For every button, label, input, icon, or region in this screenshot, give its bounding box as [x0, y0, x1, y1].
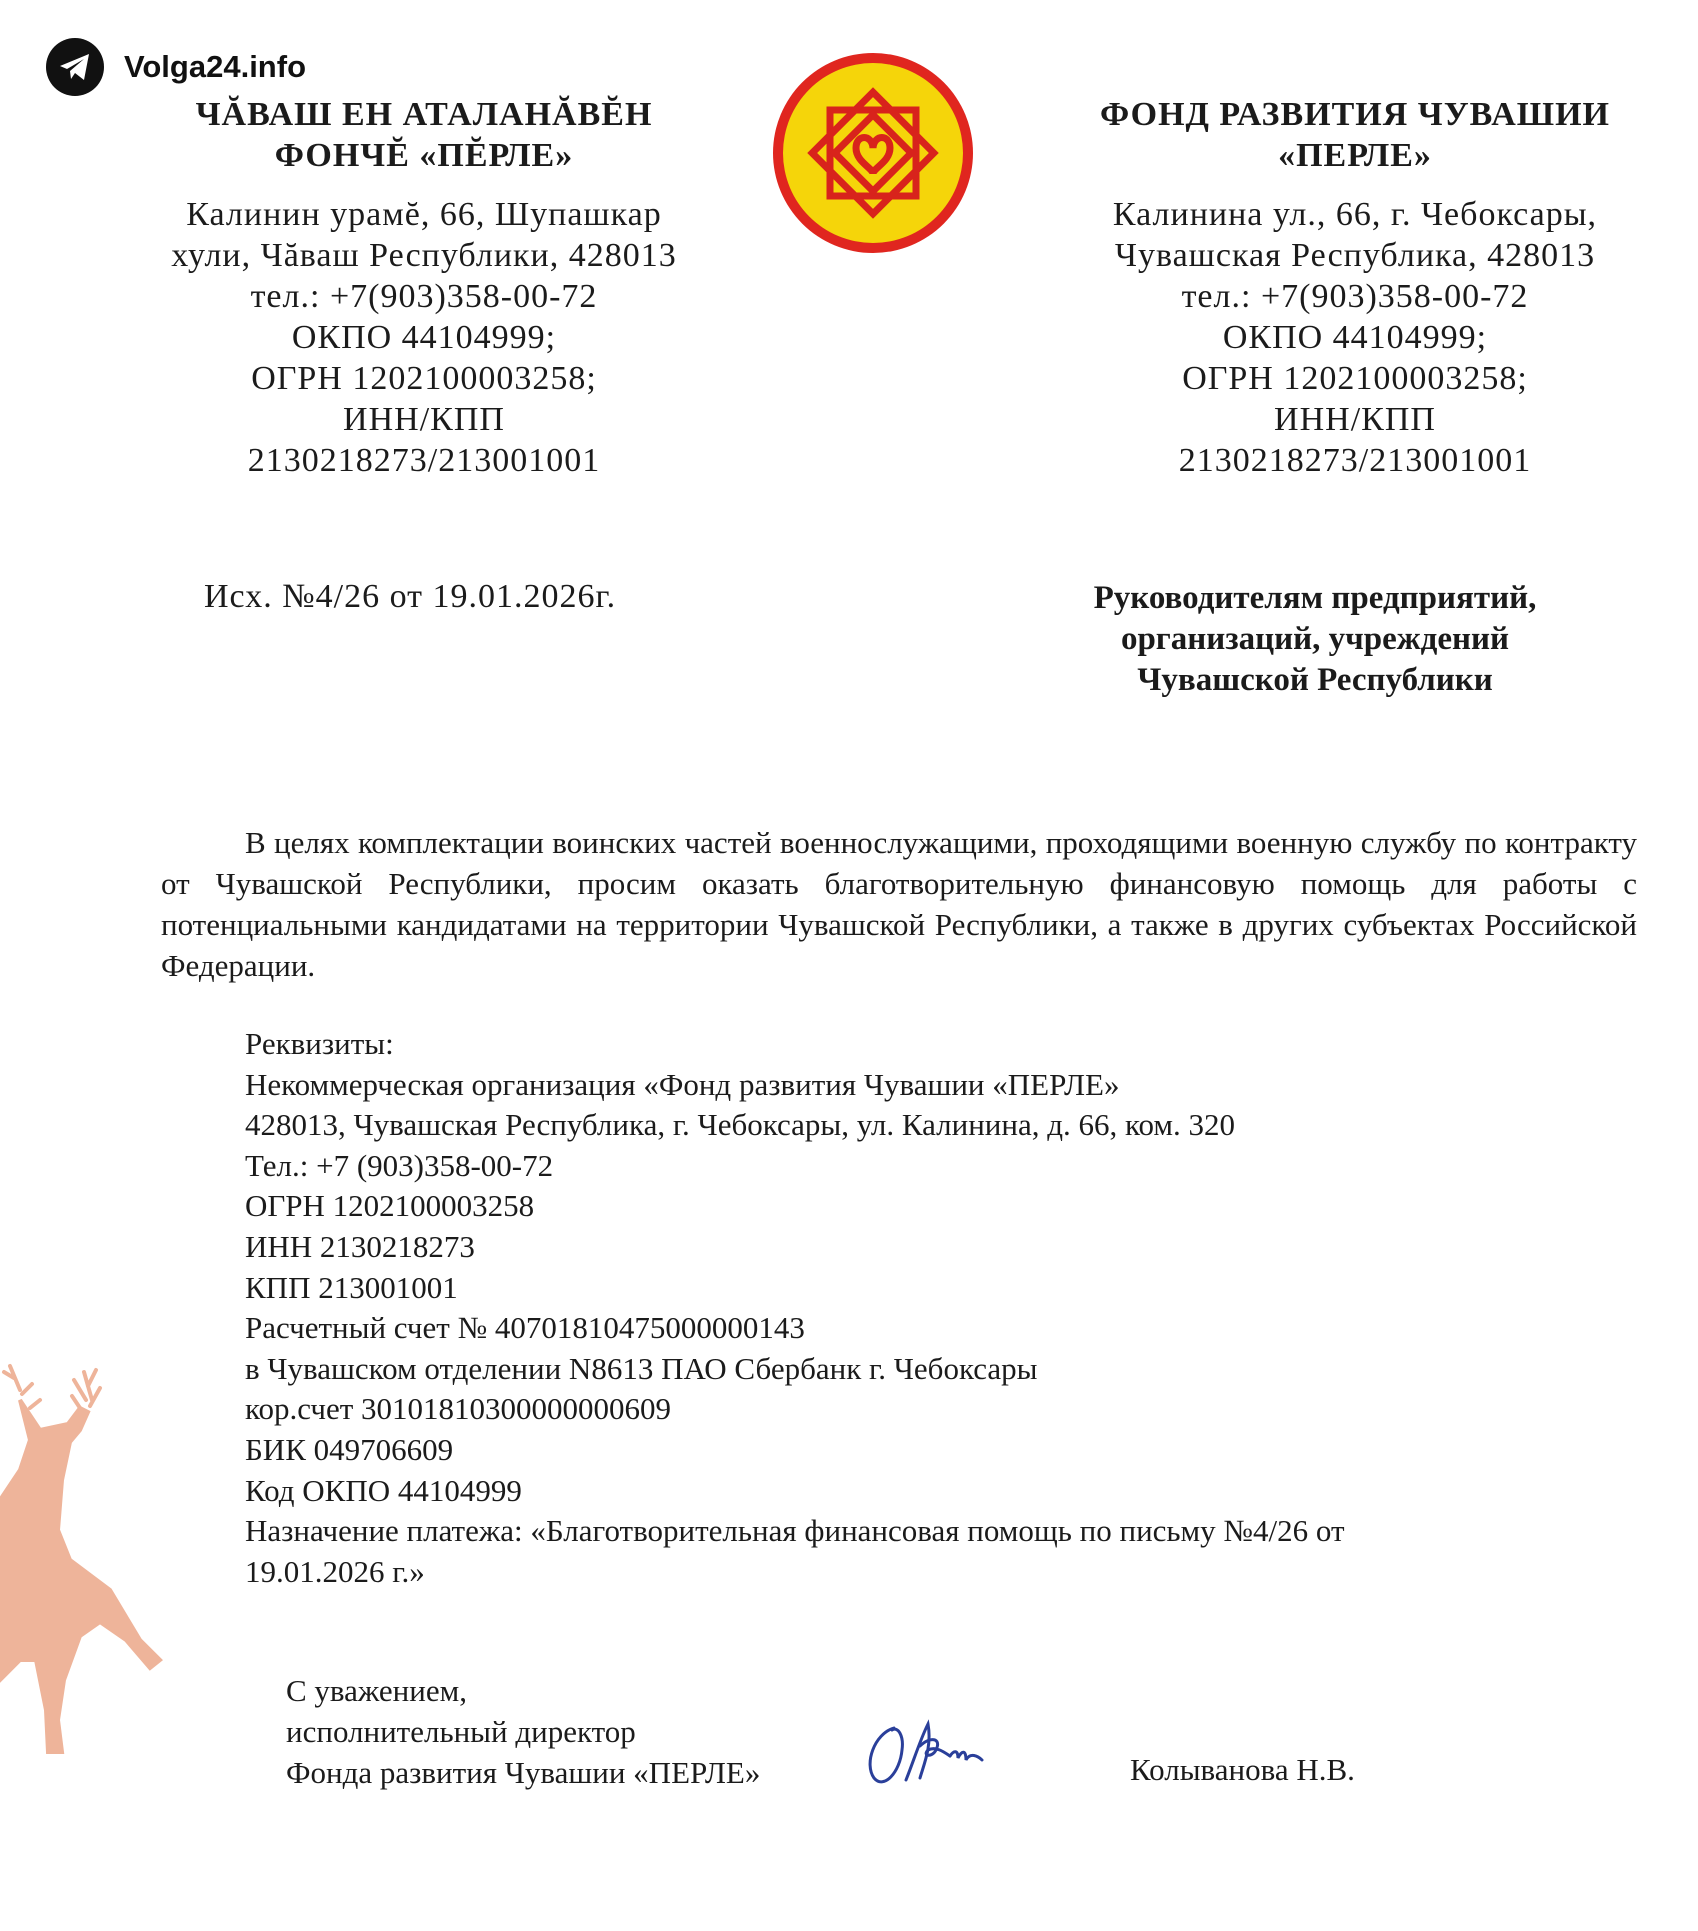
header-left-address-line: хули, Чăваш Республики, 428013: [171, 237, 677, 274]
handwritten-signature: [862, 1716, 1002, 1796]
addressee-line: организаций, учреждений: [1120, 621, 1510, 657]
header-left-title: [104, 94, 744, 176]
header-right-title-line: «ПЕРЛЕ»: [1278, 137, 1432, 174]
header-right-address-line: Чувашская Республика, 428013: [1114, 237, 1596, 274]
requisites-line: Расчетный счет № 40701810475000000143: [245, 1310, 805, 1346]
closing-line: С уважением,: [286, 1673, 467, 1708]
header-right: [1045, 94, 1665, 481]
header-right-address-line: 2130218273/213001001: [1178, 442, 1532, 479]
header-left-address-line: ОГРН 1202100003258;: [251, 360, 597, 397]
watermark: [46, 38, 306, 96]
closing-block: [286, 1670, 760, 1793]
header-left-address-line: ИНН/КПП: [343, 401, 505, 438]
requisites-line: ИНН 2130218273: [245, 1228, 475, 1264]
header-right-title-line: ФОНД РАЗВИТИЯ ЧУВАШИИ: [1100, 96, 1610, 133]
deer-silhouette: [0, 1360, 170, 1760]
telegram-icon: [46, 38, 104, 96]
requisites-line: КПП 213001001: [245, 1269, 458, 1305]
requisites-line: Код ОКПО 44104999: [245, 1472, 522, 1508]
header-left-address: [104, 194, 744, 481]
requisites-line: кор.счет 30101810300000000609: [245, 1391, 672, 1427]
requisites-line: 19.01.2026 г.»: [245, 1553, 425, 1589]
requisites-line: Реквизиты:: [245, 1026, 394, 1061]
requisites-block: [245, 1024, 1345, 1592]
header-right-address-line: тел.: +7(903)358-00-72: [1181, 278, 1529, 315]
header-right-address-line: ИНН/КПП: [1274, 401, 1436, 438]
header-right-address: [1045, 194, 1665, 481]
body-paragraph: В целях комплектации воинских частей военнослужащими, проходящими военную службу по контракту от Чувашской Республики, просим оказать благотворительную финансовую помощь для работы с потенциальными кандидатами на территории Чувашской Республики, а также в других субъектах Российской Федерации.: [161, 825, 1637, 983]
header-left-address-line: Калинин урамĕ, 66, Шупашкар: [186, 196, 662, 233]
header-left-title-line: ФОНЧĔ «ПĔРЛЕ»: [274, 137, 574, 174]
requisites-line: ОГРН 1202100003258: [245, 1188, 535, 1224]
header-right-address-line: ОКПО 44104999;: [1222, 319, 1488, 356]
chuvash-emblem-logo: [772, 52, 974, 254]
closing-line: Фонда развития Чувашии «ПЕРЛЕ»: [286, 1755, 761, 1790]
requisites-line: Некоммерческая организация «Фонд развития Чувашии «ПЕРЛЕ»: [245, 1066, 1120, 1102]
header-left-address-line: ОКПО 44104999;: [291, 319, 557, 356]
addressee-line: Руководителям предприятий,: [1093, 580, 1537, 616]
requisites-line: Тел.: +7 (903)358-00-72: [245, 1147, 554, 1183]
letter-body: [161, 822, 1637, 986]
header-left-title-line: ЧĂВАШ ЕН АТАЛАНĂВĔН: [195, 96, 653, 133]
requisites-line: Назначение платежа: «Благотворительная финансовая помощь по письму №4/26 от: [245, 1513, 1345, 1549]
header-right-title: [1045, 94, 1665, 176]
signer-name: Колыванова Н.В.: [1130, 1752, 1355, 1787]
closing-line: исполнительный директор: [286, 1714, 636, 1749]
header-right-address-line: Калинина ул., 66, г. Чебоксары,: [1112, 196, 1598, 233]
outgoing-reference: Исх. №4/26 от 19.01.2026г.: [204, 578, 617, 615]
header-right-address-line: ОГРН 1202100003258;: [1182, 360, 1528, 397]
addressee-line: Чувашской Республики: [1137, 662, 1493, 698]
header-left: [104, 94, 744, 481]
requisites-line: 428013, Чувашская Республика, г. Чебоксары, ул. Калинина, д. 66, ком. 320: [245, 1107, 1236, 1143]
requisites-line: БИК 049706609: [245, 1431, 454, 1467]
watermark-text: Volga24.info: [124, 49, 307, 84]
header-left-address-line: 2130218273/213001001: [247, 442, 601, 479]
requisites-line: в Чувашском отделении N8613 ПАО Сбербанк г. Чебоксары: [245, 1350, 1038, 1386]
addressee: [1020, 578, 1610, 701]
header-left-address-line: тел.: +7(903)358-00-72: [250, 278, 598, 315]
